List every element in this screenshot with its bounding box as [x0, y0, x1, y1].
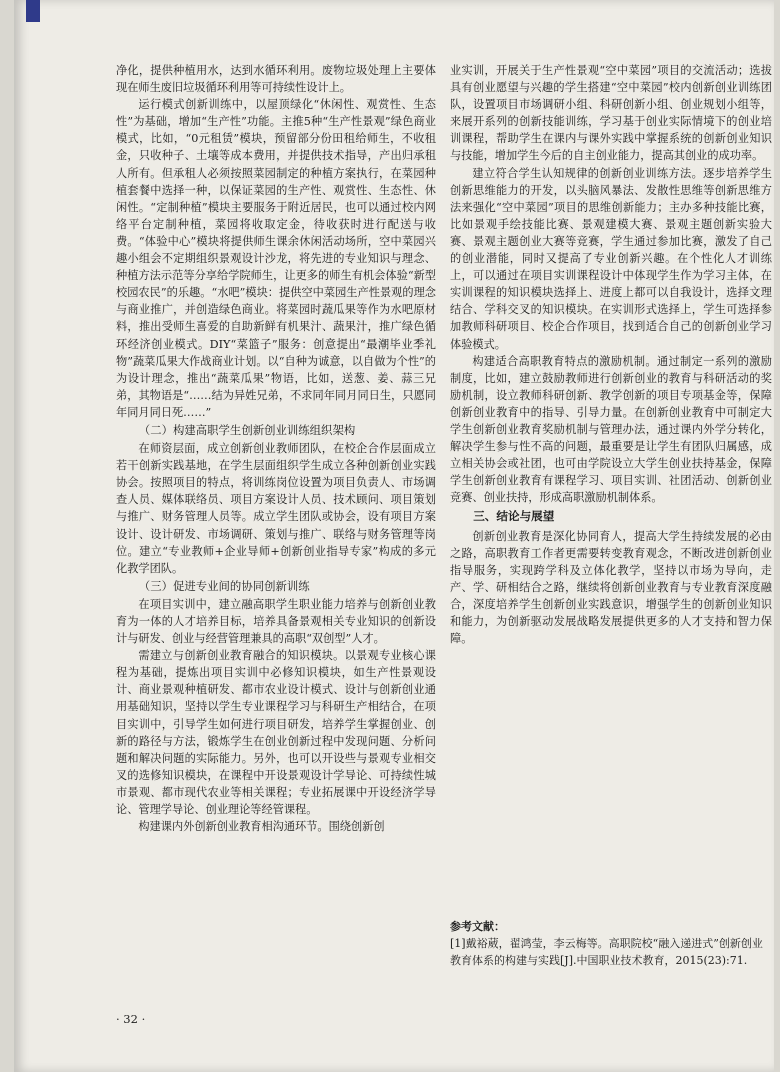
paragraph: 建立符合学生认知规律的创新创业训练方法。逐步培养学生创新思维能力的开发，以头脑风暴法、发散性思维等创新思维方法来强化“空中菜园”项目的思维创新能力；主办多种技能比赛，比如景观手绘技能比赛、景观建模大赛、景观主题创新实验大赛、景观主题创业大赛等竞赛，学生通过参加比赛，激发了自己的创业潜能，同时又提高了专业创新兴趣。在个性化人才训练上，可以通过在项目实训课程设计中体现学生作为学习主体，在实训课程的知识模块选择上、进度上都可以自我设计，选择文理结合、学科交叉的知识模块。在实训形式选择上，学生可选择参加教师科研项目、校企合作项目，找到适合自己的创新创业学习体验模式。	[450, 166, 772, 351]
paragraph: 创新创业教育是深化协同育人，提高大学生持续发展的必由之路，高职教育工作者更需要转变教育观念，不断改进创新创业指导服务，实现跨学科及立体化教学，坚持以市场为导向，走产、学、研相结合之路，继续将创新创业教育与专业教育深度融合，深度培养学生创新创业实践意识，增强学生的创新创业知识和能力，为创新驱动发展战略发展提供更多的人才支持和智力保障。	[450, 529, 772, 646]
paragraph: 在师资层面，成立创新创业教师团队，在校企合作层面成立若干创新实践基地，在学生层面组织学生成立各种创新创业实践协会。按照项目的特点，将训练岗位设置为项目负责人、市场调查人员、媒体联络员、项目方案设计人员、技术顾问、项目策划与推广、财务管理人员等。成立学生团队或协会，设有项目方案设计、设计研发、市场调研、策划与推广、联络与财务管理等岗位。建立“专业教师+企业导师+创新创业指导专家”构成的多元化教学团队。	[116, 442, 436, 575]
paragraph: 在项目实训中，建立融高职学生职业能力培养与创新创业教育为一体的人才培养目标，培养具备景观相关专业知识的创新设计与研发、创业与经营管理兼具的高职“双创型”人才。	[116, 597, 436, 646]
paragraph: 需建立与创新创业教育融合的知识模块。以景观专业核心课程为基础，提炼出项目实训中必修知识模块，如生产性景观设计、商业景观种植研发、都市农业设计模式、设计与创新创业通用基础知识，坚持以学生专业课程学习与科研生产相结合，在项目实训中，引导学生如何进行项目研发，培养学生掌握创业、创新的路径与方法，锻炼学生在创业创新过程中发现问题、分析问题和解决问题的实际能力。另外，也可以开设些与景观专业相交叉的选修知识模块，在课程中开设景观设计学导论、可持续性城市景观、都市现代农业等相关课程；专业拓展课中开设经济学导论、管理学导论、创业理论等经管课程。	[116, 649, 436, 817]
right-column	[450, 62, 772, 647]
reference-item: [1]戴裕葳，翟鸿莹，李云梅等。高职院校“融入递进式”创新创业教育体系的构建与实践[J].中国职业技术教育，2015(23):71.	[450, 937, 763, 967]
paragraph: 净化，提供种植用水，达到水循环利用。废物垃圾处理上主要体现在师生废旧垃圾循环利用等可持续性设计上。	[116, 64, 436, 95]
subsection-heading: （三）促进专业间的协同创新训练	[138, 578, 310, 593]
paragraph: 运行模式创新训练中，以屋顶绿化“休闲性、观赏性、生态性”为基础，增加“生产性”功能。主推5种“生产性景观”绿色商业模式，比如，“0元租赁”模块，预留部分份田租给师生，不收租金，只收种子、土壤等成本费用，并提供技术指导，产出归承租人所有。但承租人必须按照菜园制定的种植方案执行，在菜园种植套餐中选择一种，以保证菜园的生产性、观赏性、生态性、休闲性。“定制种植”模块主要服务于附近居民，也可以通过校内网络平台定制种植，菜园将收取定金，待收获时进行配送与收费。“体验中心”模块将提供师生课余休闲活动场所，空中菜园兴趣小组会不定期组织景观设计沙龙，将先进的专业知识与理念、种植方法示范等分享给学院师生，让更多的师生有机会体验“新型校园农民”的乐趣。“水吧”模块：提供空中菜园生产性景观的理念与商业推广，并创造绿色商业。将菜园时蔬瓜果等作为水吧原材料，推出受师生喜爱的自助新鲜有机果汁、蔬果汁，推广绿色循环经济创业模式。DIY“菜篮子”服务：创意提出“最潮毕业季礼物”蔬菜瓜果大作战商业计划。以“自种为诚意，以自做为个性”的为设计理念，推出“蔬菜瓜果”物语，比如，送葱、姜、蒜三兄弟，其物语是“……结为异姓兄弟，不求同年同月同日生，只愿同年同月同日死……”	[116, 98, 436, 419]
paragraph: 业实训，开展关于生产性景观“空中菜园”项目的交流活动；选拔具有创业愿望与兴趣的学生搭建“空中菜园”校内创新创业训练团队，设置项目市场调研小组、科研创新小组、创业规划小组等，来展开系列的创新技能训练，学习基于创业实际情境下的创业培训课程，帮助学生在课内与课外实践中掌握系统的创新创业知识与技能，增加学生今后的自主创业能力，提高其创业的成功率。	[450, 64, 772, 163]
paragraph: 构建适合高职教育特点的激励机制。通过制定一系列的激励制度，比如，建立鼓励教师进行创新创业的教育与科研活动的奖励机制，设立教师科研创新、教学创新的项目专项基金等，保障创新创业教育中的指导、引导力量。在创新创业教育中可制定大学生创新创业教育奖励机制与管理办法，通过课内外学分转化，解决学生参与性不高的问题，最重要是让学生有团队归属感，成立相关协会或社团，也可由学院设立大学生创业扶持基金，保障学生创新创业教育有课程学习、项目实训、社团活动、创新创业竞赛、创业扶持，形成高职激励机制体系。	[450, 354, 772, 505]
page-number: · 32 ·	[116, 1012, 146, 1026]
left-column	[116, 62, 436, 835]
subsection-heading: （二）构建高职学生创新创业训练组织架构	[138, 422, 356, 437]
paragraph: 构建课内外创新创业教育相沟通环节。围绕创新创	[138, 820, 385, 834]
corner-tab	[26, 0, 40, 22]
references	[450, 918, 772, 969]
references-title: 参考文献：	[450, 920, 505, 933]
section-heading: 三、结论与展望	[473, 509, 555, 524]
